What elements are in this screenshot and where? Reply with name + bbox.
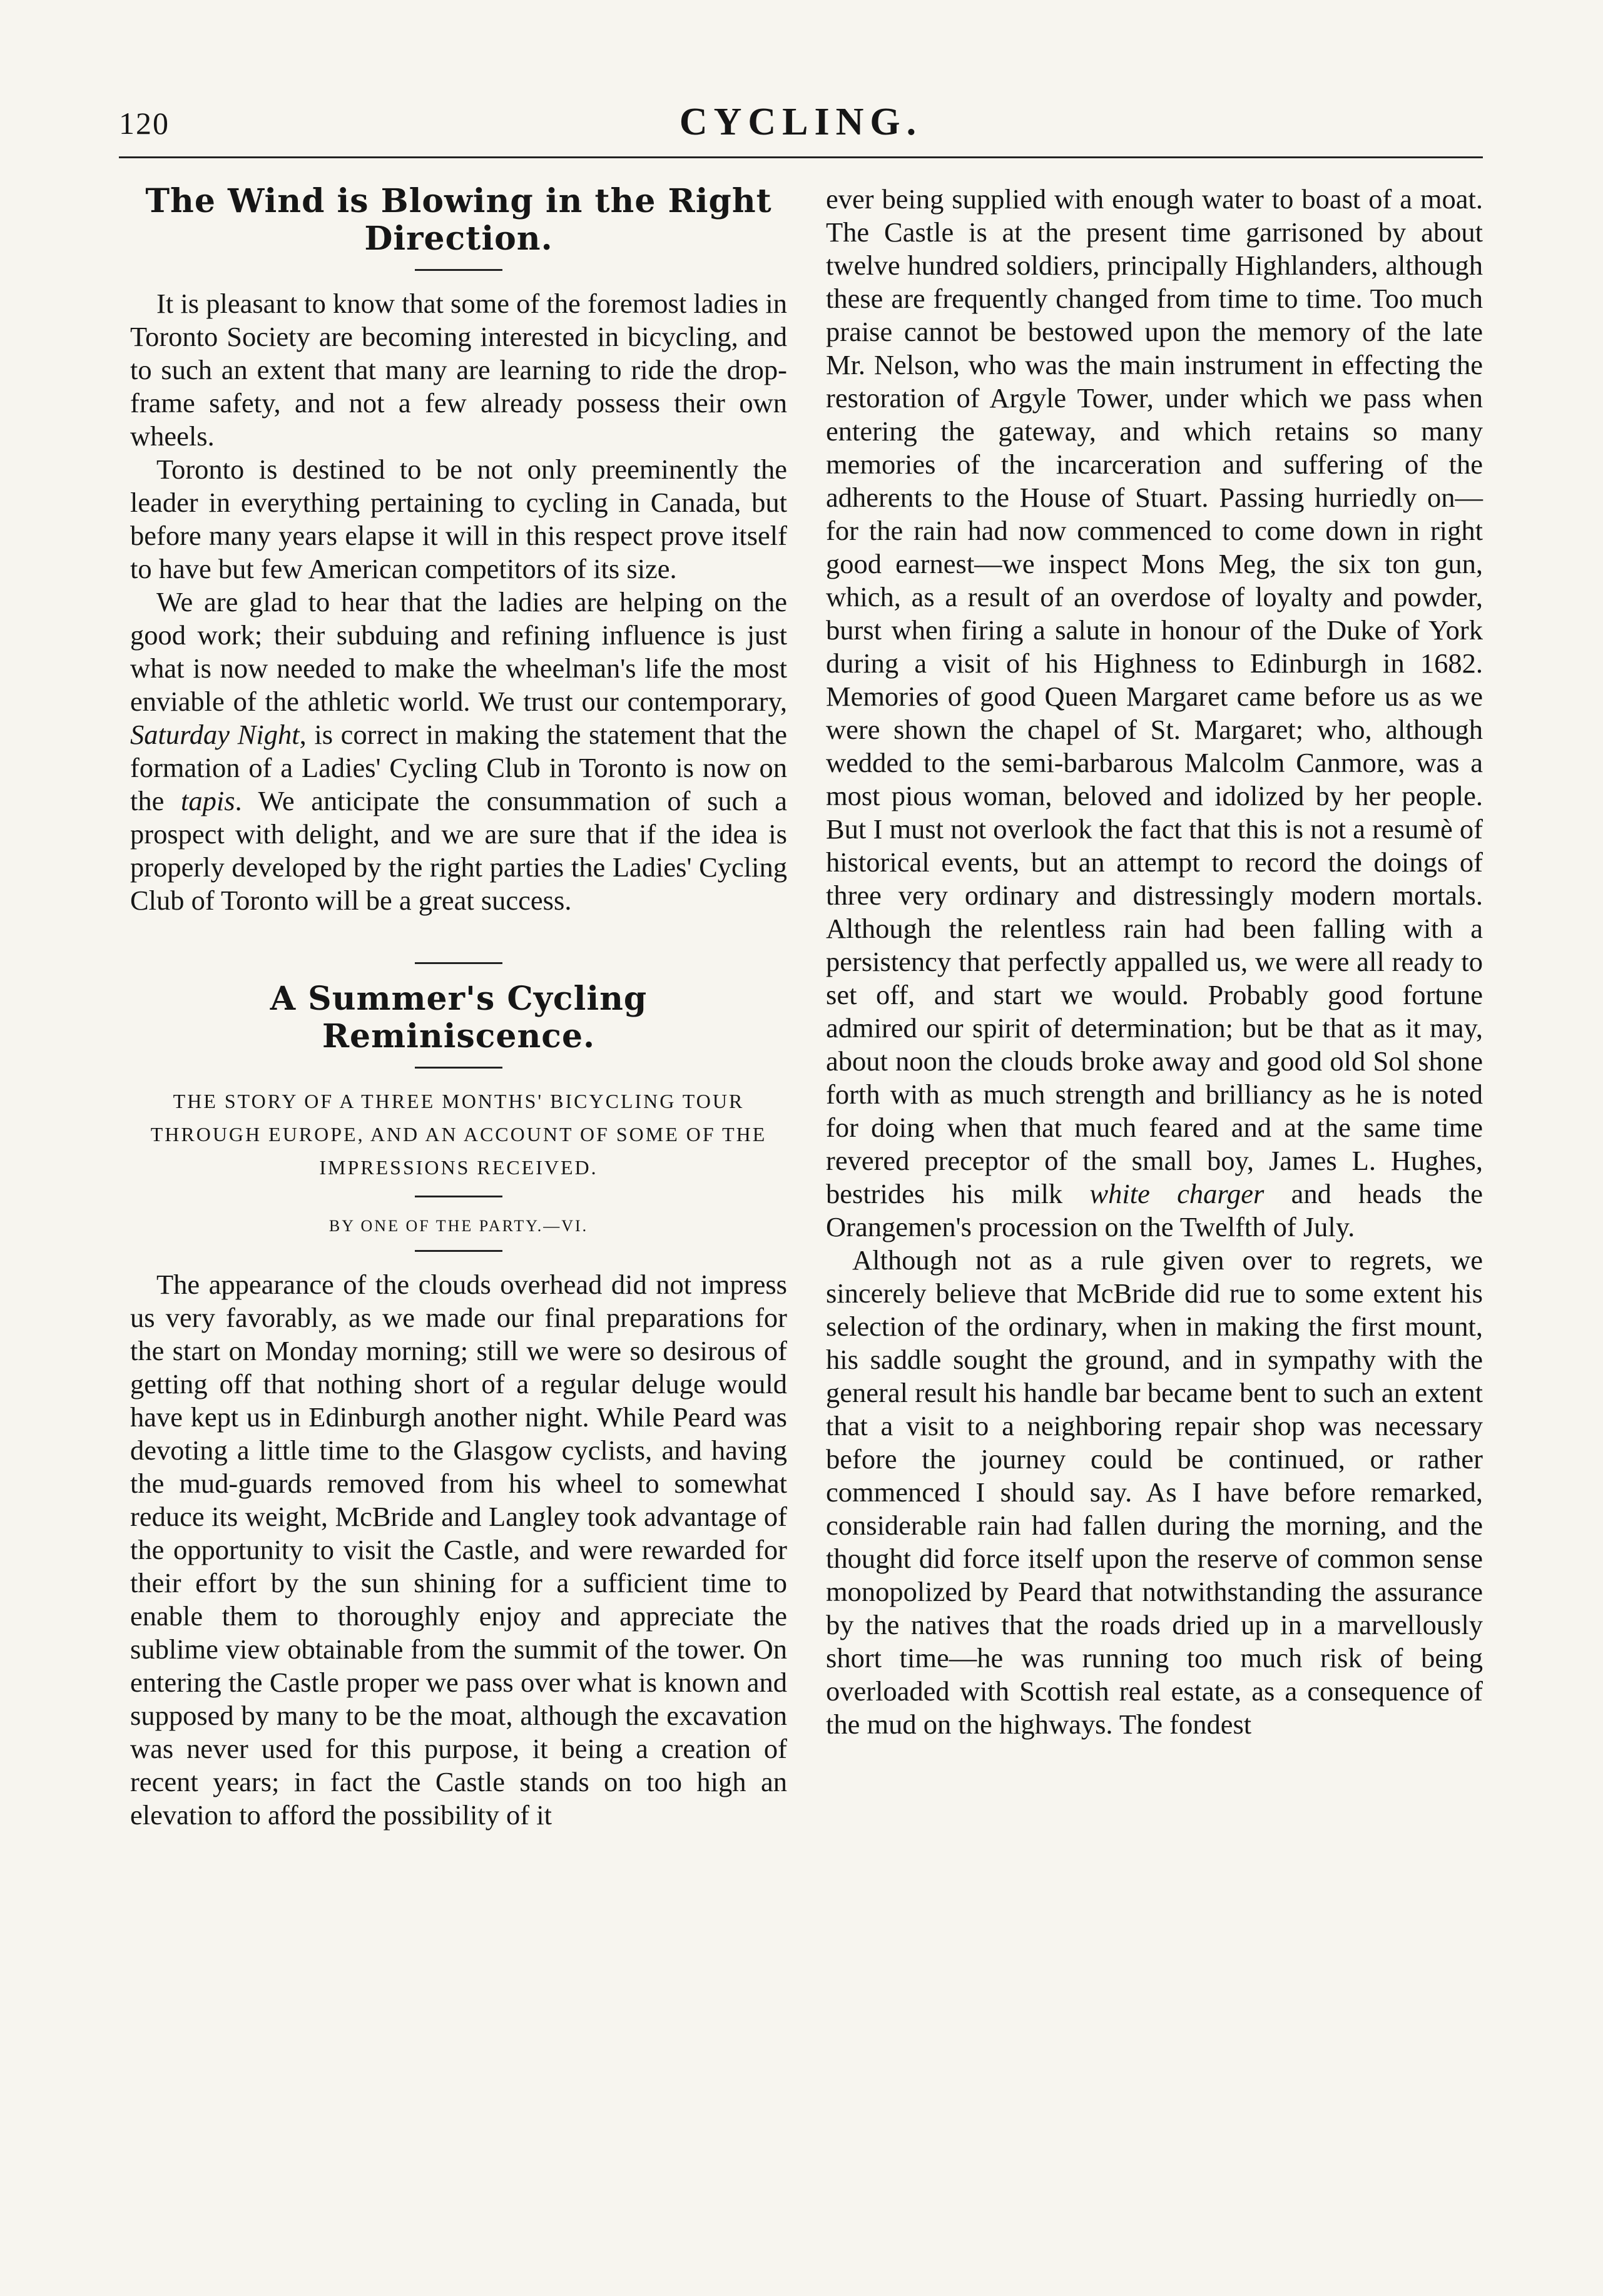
tapis-word: tapis	[180, 785, 235, 816]
page-header	[119, 100, 1483, 156]
publication-name: Saturday Night	[130, 719, 300, 750]
article2-subtitle: THE STORY OF A THREE MONTHS' BICYCLING TOUR THROUGH EUROPE, AND AN ACCOUNT OF SOME OF THE IMPRESSIONS RECEIVED.	[150, 1090, 767, 1179]
article2-paragraph: The appearance of the clouds overhead did not impress us very favorably, as we made our final preparations for the start on Monday morning; still we were so desirous of getting off that nothing short of a regular deluge would have kept us in Edinburgh another night. While Peard was devoting a little time to the Glasgow cyclists, and having the mud-guards removed from his wheel to somewhat reduce its weight, McBride and Langley took advantage of the opportunity to visit the Castle, and were rewarded for their effort by the sun shining for a sufficient time to enable them to thoroughly enjoy and appreciate the sublime view obtainable from the summit of the tower. On entering the Castle proper we pass over what is known and supposed by many to be the moat, although the excavation was never used for this purpose, it being a creation of recent years; in fact the Castle stands on too high an elevation to afford the possibility of it	[130, 1269, 787, 1831]
article1-title: The Wind is Blowing in the Right Direction.	[145, 182, 772, 258]
left-column	[130, 183, 787, 1832]
section-rule	[415, 962, 502, 964]
italic-phrase: white charger	[1089, 1178, 1265, 1209]
article1-paragraph: We are glad to hear that the ladies are helping on the good work; their subduing and refining influence is just what is now needed to make the wheelman's life the most enviable of the athletic world. We trust our contemporary, Saturday Night, is correct in making the statement that the formation of a Ladies' Cycling Club in Toronto is now on the tapis. We anticipate the consummation of such a prospect with delight, and we are sure that if the idea is properly developed by the right parties the Ladies' Cycling Club of Toronto will be a great success.	[130, 586, 787, 916]
byline-rule	[415, 1250, 502, 1252]
title-rule	[415, 269, 502, 271]
article2-paragraph: Although not as a rule given over to regrets, we sincerely believe that McBride did rue to some extent his selection of the ordinary, when in making the first mount, his saddle sought the ground, and in sympathy with the general result his handle bar became bent to such an extent that a visit to a neighboring repair shop was necessary before the journey could be continued, or rather commenced I should say. As I have before remarked, considerable rain had fallen during the morning, and the thought did force itself upon the reserve of common sense monopolized by Peard that notwithstanding the assurance by the natives that the roads dried up in a marvellously short time—he was running too much risk of being overloaded with Scottish real estate, as a consequence of the mud on the highways. The fondest	[826, 1244, 1483, 1740]
header-rule	[119, 156, 1483, 158]
article2-title: A Summer's Cycling Reminiscence.	[270, 980, 648, 1055]
right-column	[826, 183, 1483, 1741]
article2-byline: BY ONE OF THE PARTY.—VI.	[328, 1217, 589, 1235]
subtitle-rule	[415, 1196, 502, 1197]
running-title: CYCLING.	[679, 101, 923, 143]
article2-paragraph-continued: ever being supplied with enough water to boast of a moat. The Castle is at the present time garrisoned by about twelve hundred soldiers, principally Highlanders, although these are frequently changed from time to time. Too much praise cannot be bestowed upon the memory of the late Mr. Nelson, who was the main instrument in effecting the restoration of Argyle Tower, under which we pass when entering the gateway, and which retains so many memories of the incarceration and suffering of the adherents to the House of Stuart. Passing hurriedly on—for the rain had now commenced to come down in right good earnest—we inspect Mons Meg, the six ton gun, which, as a result of an overdose of loyalty and powder, burst when firing a salute in honour of the Duke of York during a visit of his Highness to Edinburgh in 1682. Memories of good Queen Margaret came before us as we were shown the chapel of St. Margaret; who, although wedded to the semi-barbarous Malcolm Canmore, was a most pious woman, beloved and idolized by her people. But I must not overlook the fact that this is not a resumè of historical events, but an attempt to record the doings of three very ordinary and distressingly modern mortals. Although the relentless rain had been falling with a persistency that perfectly appalled us, we were all ready to set off, and start we would. Probably good fortune admired our spirit of determination; but be that as it may, about noon the clouds broke away and good old Sol shone forth with as much strength and brilliancy as he is noted for doing when that much feared and at the same time revered preceptor of the small boy, James L. Hughes, bestrides his milk white charger and heads the Orangemen's procession on the Twelfth of July.	[826, 183, 1483, 1242]
article1-paragraph: Toronto is destined to be not only preeminently the leader in everything pertaining to cycling in Canada, but before many years elapse it will in this respect prove itself to have but few American competitors of its size.	[130, 454, 787, 584]
page-number: 120	[119, 106, 170, 141]
title-rule	[415, 1067, 502, 1069]
article1-paragraph: It is pleasant to know that some of the foremost ladies in Toronto Society are becoming interested in bicycling, and to such an extent that many are learning to ride the drop-frame safety, and not a few already possess their own wheels.	[130, 288, 787, 452]
